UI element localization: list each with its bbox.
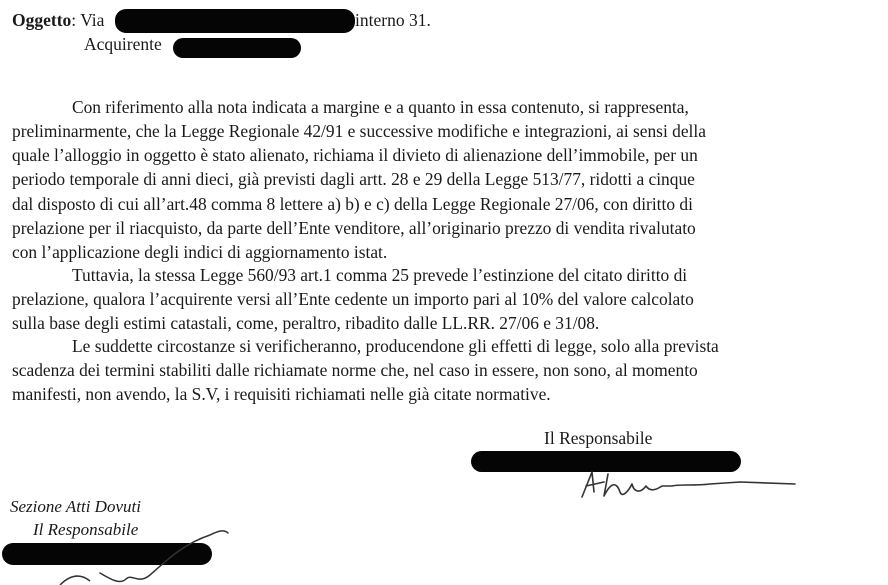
subject-prefix: : Via [71,10,105,30]
buyer-label: Acquirente [84,34,162,54]
subject-suffix: interno 31. [355,10,431,30]
body-line: prelazione, qualora l’acquirente versi all’Ente cedente un importo pari al 10% del valore calcolato [12,289,694,309]
footer-responsible: Il Responsabile [33,520,139,539]
body-line: periodo temporale di anni dieci, già previsti dagli artt. 28 e 29 della Legge 513/77, ridotti a cinque [12,169,695,189]
body-line: Tuttavia, la stessa Legge 560/93 art.1 comma 25 prevede l’estinzione del citato diritto di [72,265,688,285]
subject-label: Oggetto [12,10,72,30]
body-line: preliminarmente, che la Legge Regionale 42/91 e successive modifiche e integrazioni, ai sensi della [12,121,706,141]
footer-section: Sezione Atti Dovuti [10,497,141,516]
body-line: quale l’alloggio in oggetto è stato alienato, richiama il divieto di alienazione dell’immobile, per un [12,145,698,165]
body-line: Le suddette circostanze si verificheranno, producendone gli effetti di legge, solo alla prevista [72,336,719,356]
body-line: con l’applicazione degli indici di aggiornamento istat. [12,242,388,262]
body-line: prelazione per il riacquisto, da parte dell’Ente venditore, all’originario prezzo di vendita rivalutato [12,218,696,238]
subject-line [12,10,104,31]
footer-signature [0,515,240,585]
body-line: manifesti, non avendo, la S.V, i requisiti richiamati nelle già citate normative. [12,384,551,404]
body-line: sulla base degli estimi catastali, come, peraltro, ribadito dalle LL.RR. 27/06 e 31/08. [12,313,600,333]
redaction-address [115,9,355,33]
body-line: dal disposto di cui all’art.48 comma 8 lettere a) b) e c) della Legge Regionale 27/06, con diritto di [12,194,693,214]
redaction-buyer [173,38,301,58]
body-line: scadenza dei termini stabiliti dalle richiamate norme che, nel caso in essere, non sono, al momento [12,360,698,380]
handwritten-signature [570,462,810,512]
body-line: Con riferimento alla nota indicata a margine e a quanto in essa contenuto, si rappresenta, [72,97,689,117]
signature-title: Il Responsabile [544,428,653,448]
